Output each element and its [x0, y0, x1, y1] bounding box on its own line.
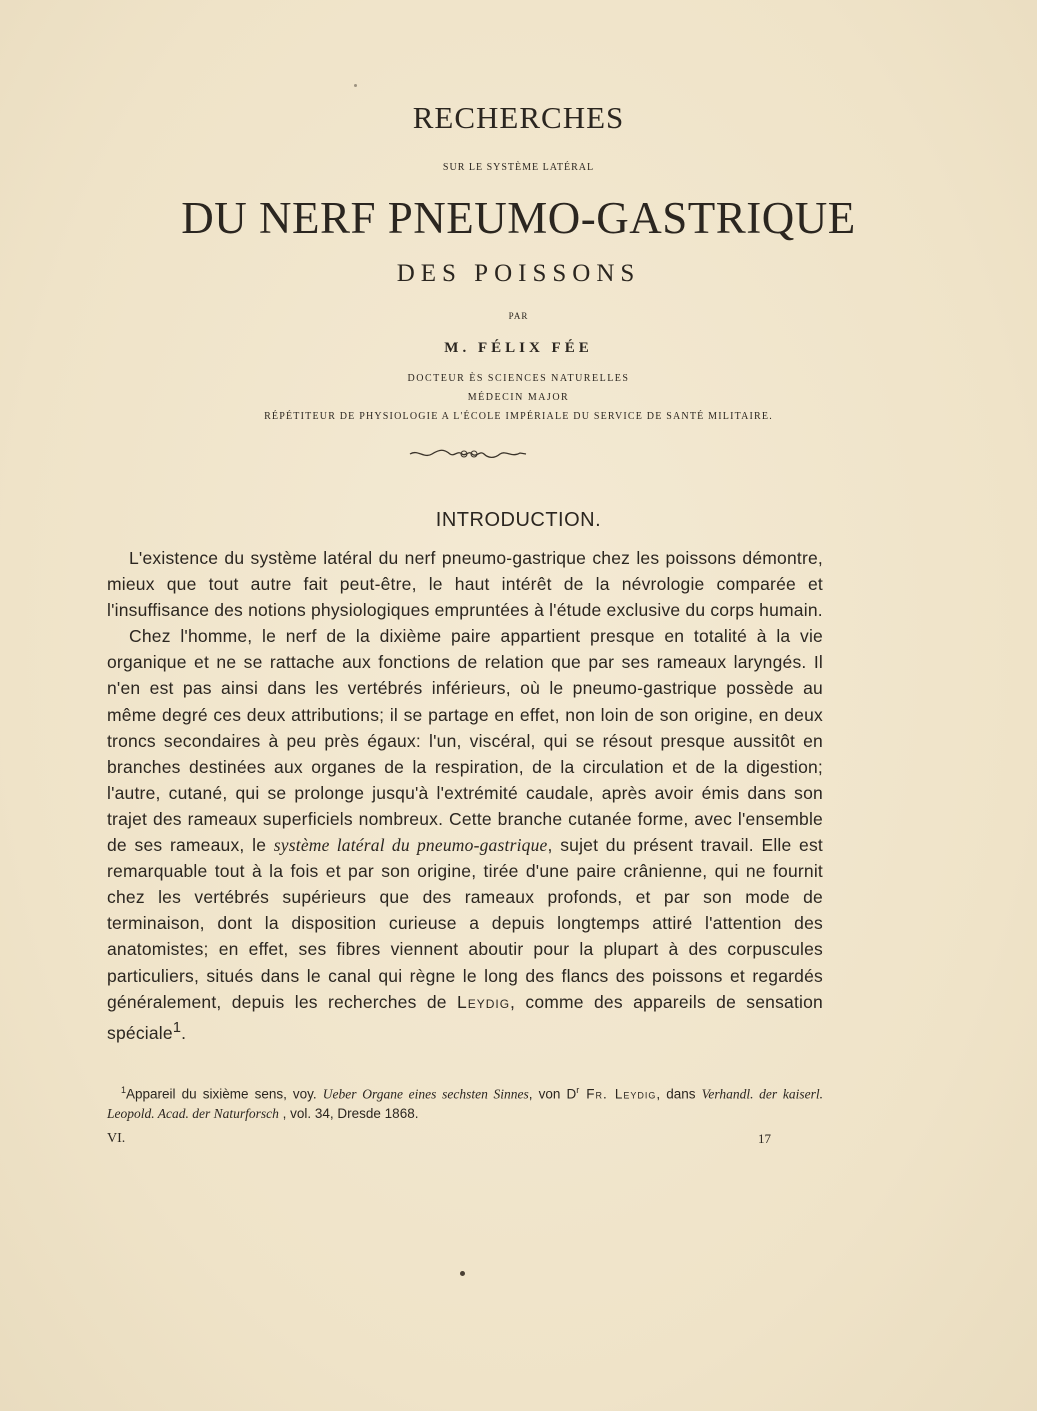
paragraph-1: L'existence du système latéral du nerf pneumo-gastrique chez les poissons démontre, mieux que tout autre fait peut-être, le haut intérêt de la névrologie comparée et l'insuffisance des notions physiologiques empruntées à l'étude exclusive du corps humain. — [107, 548, 823, 621]
title-top: RECHERCHES — [412, 100, 625, 135]
title-sub: DES POISSONS — [396, 260, 641, 287]
author-name: M. FÉLIX FÉE — [444, 340, 593, 356]
footnote: $^1$Appareil du sixième sens, voy. Ueber Organe eines sechsten Sinnes, von $D^r$ Fr. Leydig, dans Verhandl. der kaiserl. Leopold. Acad. der Naturforsch , vol. 34, Dresde 1868. — [107, 1085, 823, 1121]
credential-line-2: MÉDECIN MAJOR — [467, 392, 570, 403]
credential-line-1: DOCTEUR ÈS SCIENCES NATURELLES — [407, 373, 630, 384]
footnote-journal: Verhandl. der kaiserl. Leopold. Acad. der Naturforsch — [107, 1086, 823, 1121]
main-title: DU NERF PNEUMO-GASTRIQUE — [181, 193, 856, 243]
footnote-title: Ueber Organe eines sechsten Sinnes — [322, 1086, 529, 1102]
emphasis-term: système latéral du pneumo-gastrique — [273, 835, 548, 856]
page-number: 17 — [758, 1131, 771, 1146]
ornament-divider-icon — [408, 447, 528, 461]
par-label: PAR — [508, 311, 529, 321]
ink-spot — [354, 84, 357, 87]
section-heading: INTRODUCTION. — [435, 509, 602, 531]
footnote-ref: 1 — [172, 1019, 182, 1036]
subtitle-line: SUR LE SYSTÈME LATÉRAL — [442, 162, 595, 173]
body-text — [107, 545, 823, 1046]
author-reference: Leydig — [456, 991, 511, 1012]
ink-spot — [460, 1271, 465, 1276]
paragraph-2: Chez l'homme, le nerf de la dixième paire appartient presque en totalité à la vie organique et ne se rattache aux fonctions de relation que par ses rameaux laryngés. Il n'en est pas ainsi dans les vertébrés inférieurs, où le pneumo-gastrique possède au même degré ces deux attributions; il se partage en effet, non loin de son origine, en deux troncs secondaires à peu près égaux: l'un, viscéral, qui se résout presque aussitôt en branches destinées aux organes de la respiration, de la circulation et de la digestion; l'autre, cutané, qui se prolonge jusqu'à l'extrémité caudale, après avoir émis dans son trajet des rameaux superficiels nombreux. Cette branche cutanée forme, avec l'ensemble de ses rameaux, le système latéral du pneumo-gastrique, sujet du présent travail. Elle est remarquable tout à la fois et par son origine, tirée d'une paire crânienne, qui ne fournit chez les vertébrés supérieurs que des rameaux profonds, et par son mode de terminaison, dont la disposition curieuse a depuis longtemps attiré l'attention des anatomistes; en effet, ses fibres viennent aboutir pour la plupart à des corpuscules particuliers, situés dans le canal qui règne le long des flancs des poissons et regardés généralement, depuis les recherches de Leydig, comme des appareils de sensation spéciale$^1$. — [107, 626, 823, 1043]
footnote-mark: 1 — [121, 1085, 127, 1095]
credential-line-3: RÉPÉTITEUR DE PHYSIOLOGIE A L'ÉCOLE IMPÉRIALE DU SERVICE DE SANTÉ MILITAIRE. — [264, 411, 773, 422]
footnote-author: Fr. Leydig — [579, 1086, 657, 1102]
signature-mark: VI. — [107, 1131, 126, 1146]
